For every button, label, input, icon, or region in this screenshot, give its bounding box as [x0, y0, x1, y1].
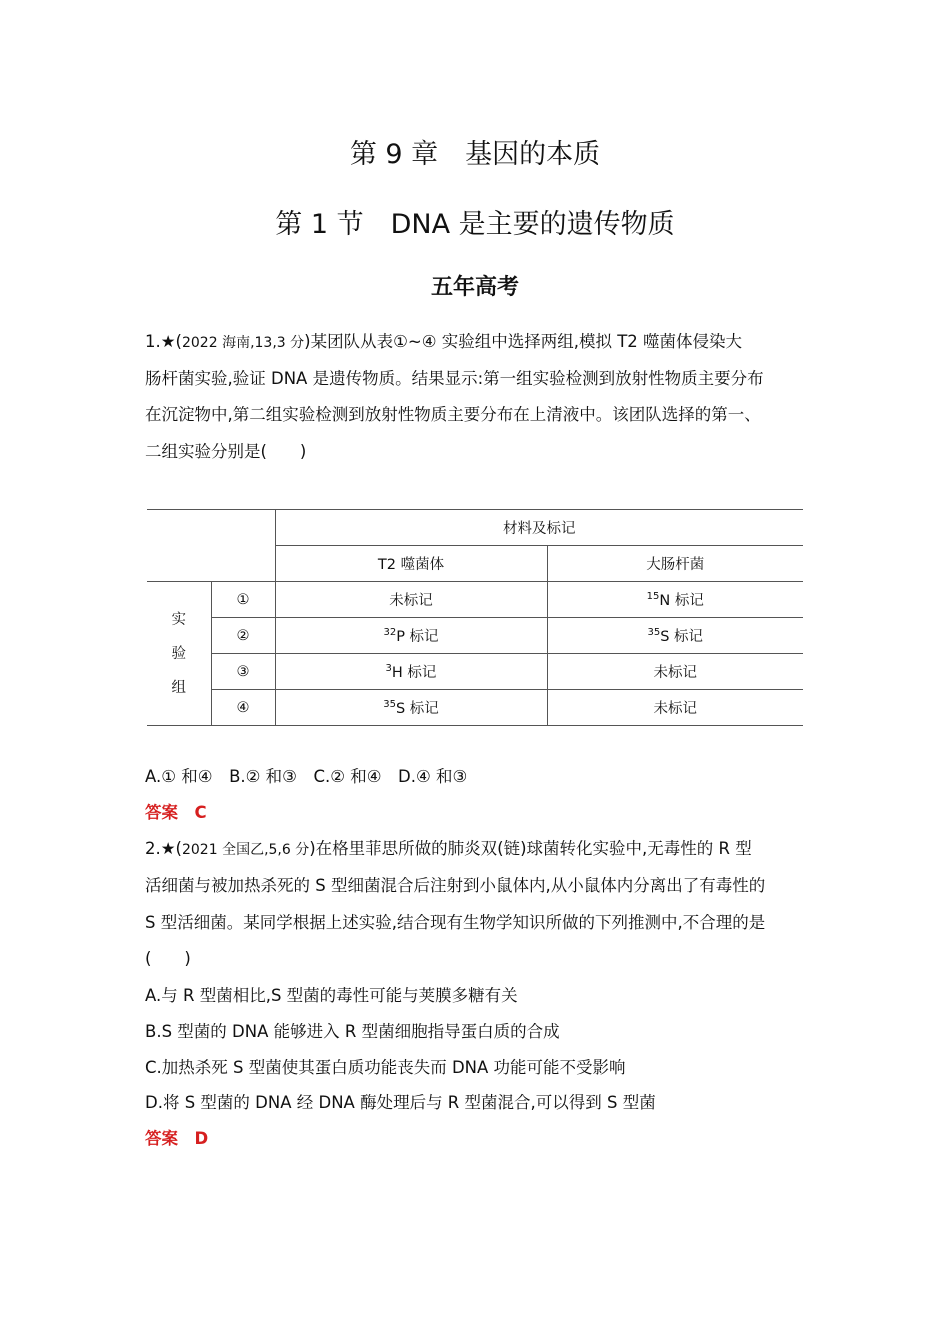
subsection-title: 五年高考 — [430, 275, 519, 300]
question-2-option-b: B.S 型菌的 DNA 能够进入 R 型菌细胞指导蛋白质的合成 — [145, 1022, 560, 1041]
materials-table — [147, 509, 803, 726]
table-cell-phage: $^3$H 标记 — [275, 654, 547, 690]
table-cell-ecoli: 未标记 — [547, 654, 803, 690]
question-1-line-4: 二组实验分别是( ) — [145, 442, 307, 461]
question-2-line-3: S 型活细菌。某同学根据上述实验,结合现有生物学知识所做的下列推测中,不合理的是 — [145, 913, 766, 932]
question-1-answer: 答案 C — [145, 803, 207, 822]
question-2-line-1 — [145, 835, 752, 859]
question-2-line-4: ( ) — [145, 949, 191, 968]
table-header-materials: 材料及标记 — [275, 510, 803, 546]
question-1-number: 1.★( — [145, 332, 182, 351]
table-corner-cell — [147, 510, 275, 582]
table-row-id: ④ — [211, 690, 275, 726]
table-cell-ecoli: $^{15}$N 标记 — [547, 582, 803, 618]
table-row-id: ① — [211, 582, 275, 618]
question-1-text: )某团队从表①~④ 实验组中选择两组,模拟 T2 噬菌体侵染大 — [304, 332, 743, 351]
question-2-option-c: C.加热杀死 S 型菌使其蛋白质功能丧失而 DNA 功能可能不受影响 — [145, 1058, 626, 1077]
question-1-line-2: 肠杆菌实验,验证 DNA 是遗传物质。结果显示:第一组实验检测到放射性物质主要分布 — [145, 369, 764, 388]
table-cell-ecoli: 未标记 — [547, 690, 803, 726]
table-row-id: ② — [211, 618, 275, 654]
table-header-ecoli: 大肠杆菌 — [547, 546, 803, 582]
table-group-label: 实 验 组 — [147, 582, 211, 726]
question-2-text: )在格里菲思所做的肺炎双(链)球菌转化实验中,无毒性的 R 型 — [309, 839, 752, 858]
question-1-source: 2022 海南,13,3 分 — [181, 335, 305, 351]
table-cell-ecoli: $^{35}$S 标记 — [547, 618, 803, 654]
question-2-answer: 答案 D — [145, 1129, 209, 1148]
question-2-line-2: 活细菌与被加热杀死的 S 型细菌混合后注射到小鼠体内,从小鼠体内分离出了有毒性的 — [145, 876, 766, 895]
table-row-id: ③ — [211, 654, 275, 690]
table-cell-phage: $^{35}$S 标记 — [275, 690, 547, 726]
question-1-line-1 — [145, 328, 742, 352]
table-cell-phage: $^{32}$P 标记 — [275, 618, 547, 654]
question-2-number: 2.★( — [145, 839, 182, 858]
section-title: 第 1 节 DNA 是主要的遗传物质 — [275, 209, 675, 240]
chapter-title: 第 9 章 基因的本质 — [349, 139, 601, 170]
question-2-option-d: D.将 S 型菌的 DNA 经 DNA 酶处理后与 R 型菌混合,可以得到 S 型菌 — [145, 1093, 656, 1112]
question-1-line-3: 在沉淀物中,第二组实验检测到放射性物质主要分布在上清液中。该团队选择的第一、 — [145, 405, 761, 424]
question-2-source: 2021 全国乙,5,6 分 — [181, 842, 310, 858]
table-cell-phage: 未标记 — [275, 582, 547, 618]
table-header-phage: T2 噬菌体 — [275, 546, 547, 582]
question-2-option-a: A.与 R 型菌相比,S 型菌的毒性可能与荚膜多糖有关 — [145, 986, 518, 1005]
question-1-options: A.① 和④ B.② 和③ C.② 和④ D.④ 和③ — [145, 767, 468, 786]
